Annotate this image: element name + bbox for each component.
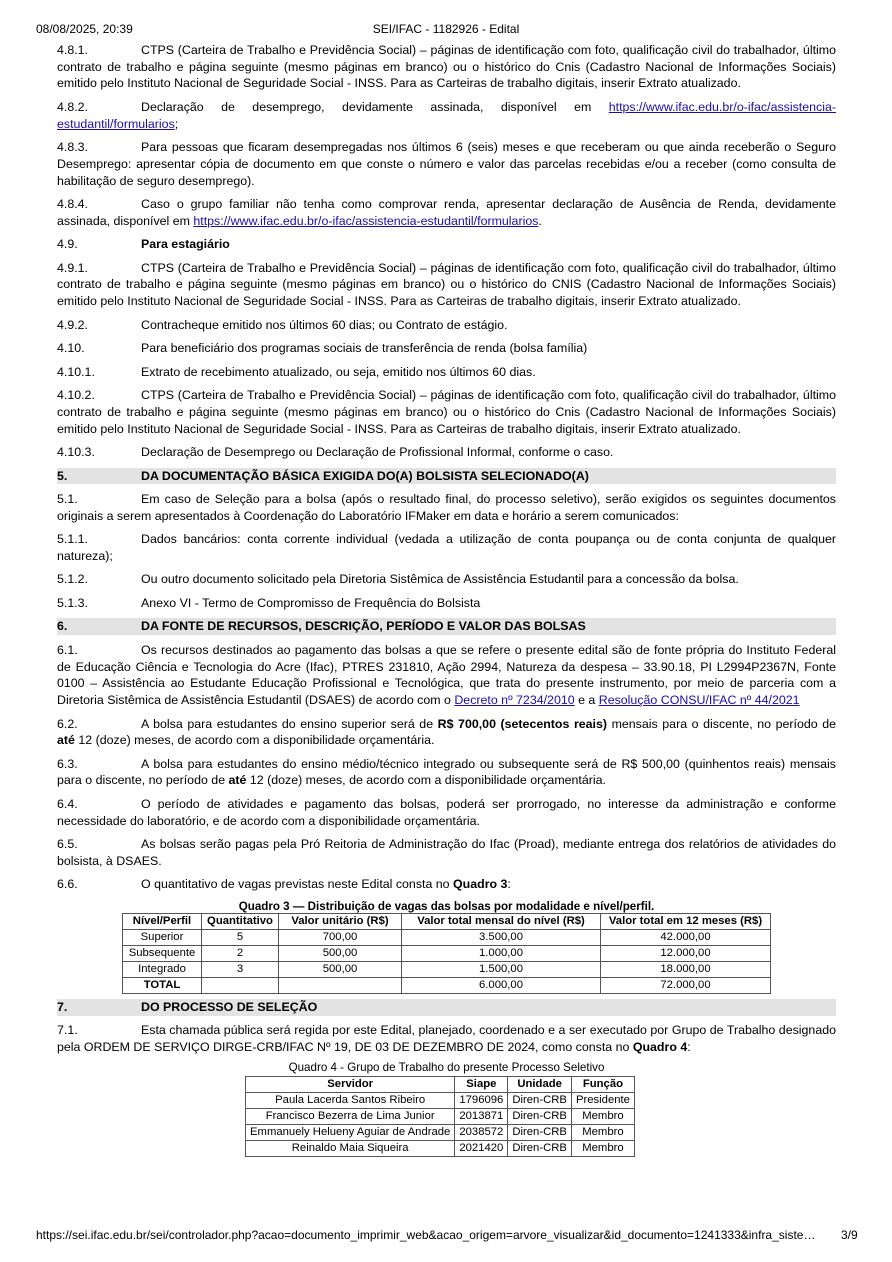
table-cell: 500,00: [279, 945, 402, 961]
table-cell: [202, 977, 279, 993]
item-5-1-1: 5.1.1. Dados bancários: conta corrente individual (vedada a utilização de conta poupança ou de conta conjunta de qualquer natureza);: [57, 532, 836, 563]
document-title: SEI/IFAC - 1182926 - Edital: [372, 22, 520, 36]
table-cell: Diren-CRB: [508, 1092, 572, 1108]
table-header: Valor unitário (R$): [279, 913, 402, 929]
item-4-10-3: 4.10.3. Declaração de Desemprego ou Declaração de Profissional Informal, conforme o caso.: [57, 445, 614, 460]
item-5-1-2: 5.1.2. Ou outro documento solicitado pela Diretoria Sistêmica de Assistência Estudantil para a concessão da bolsa.: [57, 572, 739, 587]
table-total-row: [123, 977, 771, 993]
table-header: Siape: [455, 1076, 508, 1092]
table-header: Servidor: [246, 1076, 455, 1092]
table-cell: 12.000,00: [601, 945, 771, 961]
table-row: [246, 1140, 635, 1156]
item-6-6: 6.6. O quantitativo de vagas previstas neste Edital consta no Quadro 3:: [57, 877, 511, 892]
table-cell: 2: [202, 945, 279, 961]
section-7-heading: 7. DO PROCESSO DE SELEÇÃO: [57, 999, 836, 1016]
item-4-10-2: 4.10.2. CTPS (Carteira de Trabalho e Previdência Social) – páginas de identificação com foto, qualificação civil do trabalhador, último contrato de trabalho e página seguinte (mesmo páginas em branco) ou o histórico do Cnis (Cadastro Nacional de Informações Sociais) emitido pelo Instituto Nacional de Seguridade Social - INSS. Para as Carteiras de trabalho digitais, inserir Extrato atualizado.: [57, 388, 836, 436]
item-6-5: 6.5. As bolsas serão pagas pela Pró Reitoria de Administração do Ifac (Proad), mediante entrega dos relatórios de atividades do bolsista, à DSAES.: [57, 837, 836, 868]
table-cell: Francisco Bezerra de Lima Junior: [246, 1108, 455, 1124]
table-row: [246, 1108, 635, 1124]
section-5-heading: 5. DA DOCUMENTAÇÃO BÁSICA EXIGIDA DO(A) BOLSISTA SELECIONADO(A): [57, 468, 836, 485]
item-4-9: 4.9. Para estagiário: [57, 237, 230, 252]
print-datetime: 08/08/2025, 20:39: [36, 22, 133, 36]
table-cell: 18.000,00: [601, 961, 771, 977]
table-cell: 3.500,00: [402, 929, 601, 945]
table-row: [123, 945, 771, 961]
table-row: [246, 1124, 635, 1140]
table-row: [123, 961, 771, 977]
table-cell: Paula Lacerda Santos Ribeiro: [246, 1092, 455, 1108]
page-url: https://sei.ifac.edu.br/sei/controlador.php?acao=documento_imprimir_web&acao_origem=arvore_visualizar&id_documento=1241333&infra_siste…: [36, 1228, 816, 1242]
table-cell: 72.000,00: [601, 977, 771, 993]
table-cell: Membro: [571, 1124, 634, 1140]
table-cell: 5: [202, 929, 279, 945]
table-cell: Presidente: [571, 1092, 634, 1108]
table-cell: Subsequente: [123, 945, 202, 961]
table-row: [123, 929, 771, 945]
table-cell: Integrado: [123, 961, 202, 977]
item-5-1: 5.1. Em caso de Seleção para a bolsa (após o resultado final, do processo seletivo), serão exigidos os seguintes documentos originais a serem apresentados à Coordenação do Laboratório IFMaker em data e horário a serem comunicados:: [57, 492, 836, 523]
section-6-heading: 6. DA FONTE DE RECURSOS, DESCRIÇÃO, PERÍODO E VALOR DAS BOLSAS: [57, 618, 836, 635]
table-cell: Diren-CRB: [508, 1108, 572, 1124]
quadro-3-caption: Quadro 3 — Distribuição de vagas das bolsas por modalidade e nível/perfil.: [238, 899, 655, 913]
table-cell: 2021420: [455, 1140, 508, 1156]
table-cell: 1.000,00: [402, 945, 601, 961]
table-header: Unidade: [508, 1076, 572, 1092]
item-4-8-4: 4.8.4. Caso o grupo familiar não tenha como comprovar renda, apresentar declaração de Ausência de Renda, devidamente assinada, disponível em https://www.ifac.edu.br/o-ifac/assistencia-estudantil/formularios.: [57, 197, 836, 228]
item-4-9-1: 4.9.1. CTPS (Carteira de Trabalho e Previdência Social) – páginas de identificação com foto, qualificação civil do trabalhador, último contrato de trabalho e página seguinte (mesmo páginas em branco) ou o histórico do CNIS (Cadastro Nacional de Informações Sociais) emitido pelo Instituto Nacional de Seguridade Social - INSS. Para as Carteiras de trabalho digitais, inserir Extrato atualizado.: [57, 260, 836, 309]
table-cell: [279, 977, 402, 993]
quadro-4-caption: Quadro 4 - Grupo de Trabalho do presente Processo Seletivo: [288, 1060, 605, 1074]
table-header: Valor total mensal do nível (R$): [402, 913, 601, 929]
table-header-row: [246, 1076, 635, 1092]
item-6-1: 6.1. Os recursos destinados ao pagamento das bolsas a que se refere o presente edital são de fonte própria do Instituto Federal de Educação Ciência e Tecnologia do Acre (Ifac), PTRES 231810, Ação 2994, Natureza da despesa – 33.90.18, PI L2994P2367N, Fonte 0100 – Assistência ao Estudante Educação Profissional e Tecnológica, que trata do presente instrumento, por meio de parceria com a Diretoria Sistêmica de Assistência Estudantil (DSAES) de acordo com o Decreto nº 7234/2010 e a Resolução CONSU/IFAC nº 44/2021: [57, 642, 836, 708]
item-4-10: 4.10. Para beneficiário dos programas sociais de transferência de renda (bolsa família): [57, 341, 588, 356]
table-cell: Emmanuely Helueny Aguiar de Andrade: [246, 1124, 455, 1140]
table-cell: 2013871: [455, 1108, 508, 1124]
table-cell: Reinaldo Maia Siqueira: [246, 1140, 455, 1156]
item-4-8-2: 4.8.2. Declaração de desemprego, devidamente assinada, disponível em https://www.ifac.edu.br/o-ifac/assistencia-estudantil/formularios;: [57, 99, 836, 131]
formularios-link[interactable]: https://www.ifac.edu.br/o-ifac/assistencia-estudantil/formularios: [57, 99, 836, 131]
table-row: [246, 1092, 635, 1108]
table-cell: 2038572: [455, 1124, 508, 1140]
table-cell: 6.000,00: [402, 977, 601, 993]
item-6-4: 6.4. O período de atividades e pagamento das bolsas, poderá ser prorrogado, no interesse da administração e conforme necessidade do laboratório, e de acordo com a disponibilidade orçamentária.: [57, 796, 836, 828]
quadro-3-table: [122, 913, 771, 994]
document-body: [57, 42, 836, 1157]
table-cell: 700,00: [279, 929, 402, 945]
table-header-row: [123, 913, 771, 929]
table-header: Nível/Perfil: [123, 913, 202, 929]
table-header: Valor total em 12 meses (R$): [601, 913, 771, 929]
item-6-2: 6.2. A bolsa para estudantes do ensino superior será de R$ 700,00 (setecentos reais) mensais para o discente, no período de até 12 (doze) meses, de acordo com a disponibilidade orçamentária.: [57, 716, 836, 748]
table-cell: 42.000,00: [601, 929, 771, 945]
table-cell: 3: [202, 961, 279, 977]
decreto-link[interactable]: Decreto nº 7234/2010: [454, 693, 575, 708]
item-4-10-1: 4.10.1. Extrato de recebimento atualizado, ou seja, emitido nos últimos 60 dias.: [57, 364, 536, 379]
table-cell: TOTAL: [123, 977, 202, 993]
table-header: Função: [571, 1076, 634, 1092]
table-cell: Membro: [571, 1140, 634, 1156]
resolucao-link[interactable]: Resolução CONSU/IFAC nº 44/2021: [598, 693, 800, 708]
table-cell: Diren-CRB: [508, 1140, 572, 1156]
item-6-3: 6.3. A bolsa para estudantes do ensino médio/técnico integrado ou subsequente será de R$ 500,00 (quinhentos reais) mensais para o discente, no período de até 12 (doze) meses, de acordo com a disponibilidade orçamentária.: [57, 756, 836, 788]
item-4-9-2: 4.9.2. Contracheque emitido nos últimos 60 dias; ou Contrato de estágio.: [57, 317, 508, 332]
table-cell: Membro: [571, 1108, 634, 1124]
table-cell: Diren-CRB: [508, 1124, 572, 1140]
item-7-1: 7.1. Esta chamada pública será regida por este Edital, planejado, coordenado e a ser executado por Grupo de Trabalho designado pela ORDEM DE SERVIÇO DIRGE-CRB/IFAC Nº 19, DE 03 DE DEZEMBRO DE 2024, como consta no Quadro 4:: [57, 1023, 836, 1055]
table-cell: 1796096: [455, 1092, 508, 1108]
item-5-1-3: 5.1.3. Anexo VI - Termo de Compromisso de Frequência do Bolsista: [57, 595, 481, 610]
table-cell: Superior: [123, 929, 202, 945]
formularios-link[interactable]: https://www.ifac.edu.br/o-ifac/assistencia-estudantil/formularios: [193, 213, 539, 228]
table-cell: 500,00: [279, 961, 402, 977]
page-number: 3/9: [841, 1228, 858, 1242]
table-cell: 1.500,00: [402, 961, 601, 977]
item-4-8-1: 4.8.1. CTPS (Carteira de Trabalho e Previdência Social) – páginas de identificação com foto, qualificação civil do trabalhador, último contrato de trabalho e página seguinte (mesmo páginas em branco) ou o histórico do Cnis (Cadastro Nacional de Informações Sociais) emitido pelo Instituto Nacional de Seguridade Social - INSS. Para as Carteiras de trabalho digitais, inserir Extrato atualizado.: [57, 43, 836, 91]
item-4-8-3: 4.8.3. Para pessoas que ficaram desempregadas nos últimos 6 (seis) meses e que receberam ou que ainda receberão o Seguro Desemprego: apresentar cópia de documento em que conste o número e valor das parcelas recebidas e/ou a receber (como consulta de habilitação de seguro desemprego).: [57, 140, 836, 188]
table-header: Quantitativo: [202, 913, 279, 929]
quadro-4-table: [245, 1076, 635, 1157]
